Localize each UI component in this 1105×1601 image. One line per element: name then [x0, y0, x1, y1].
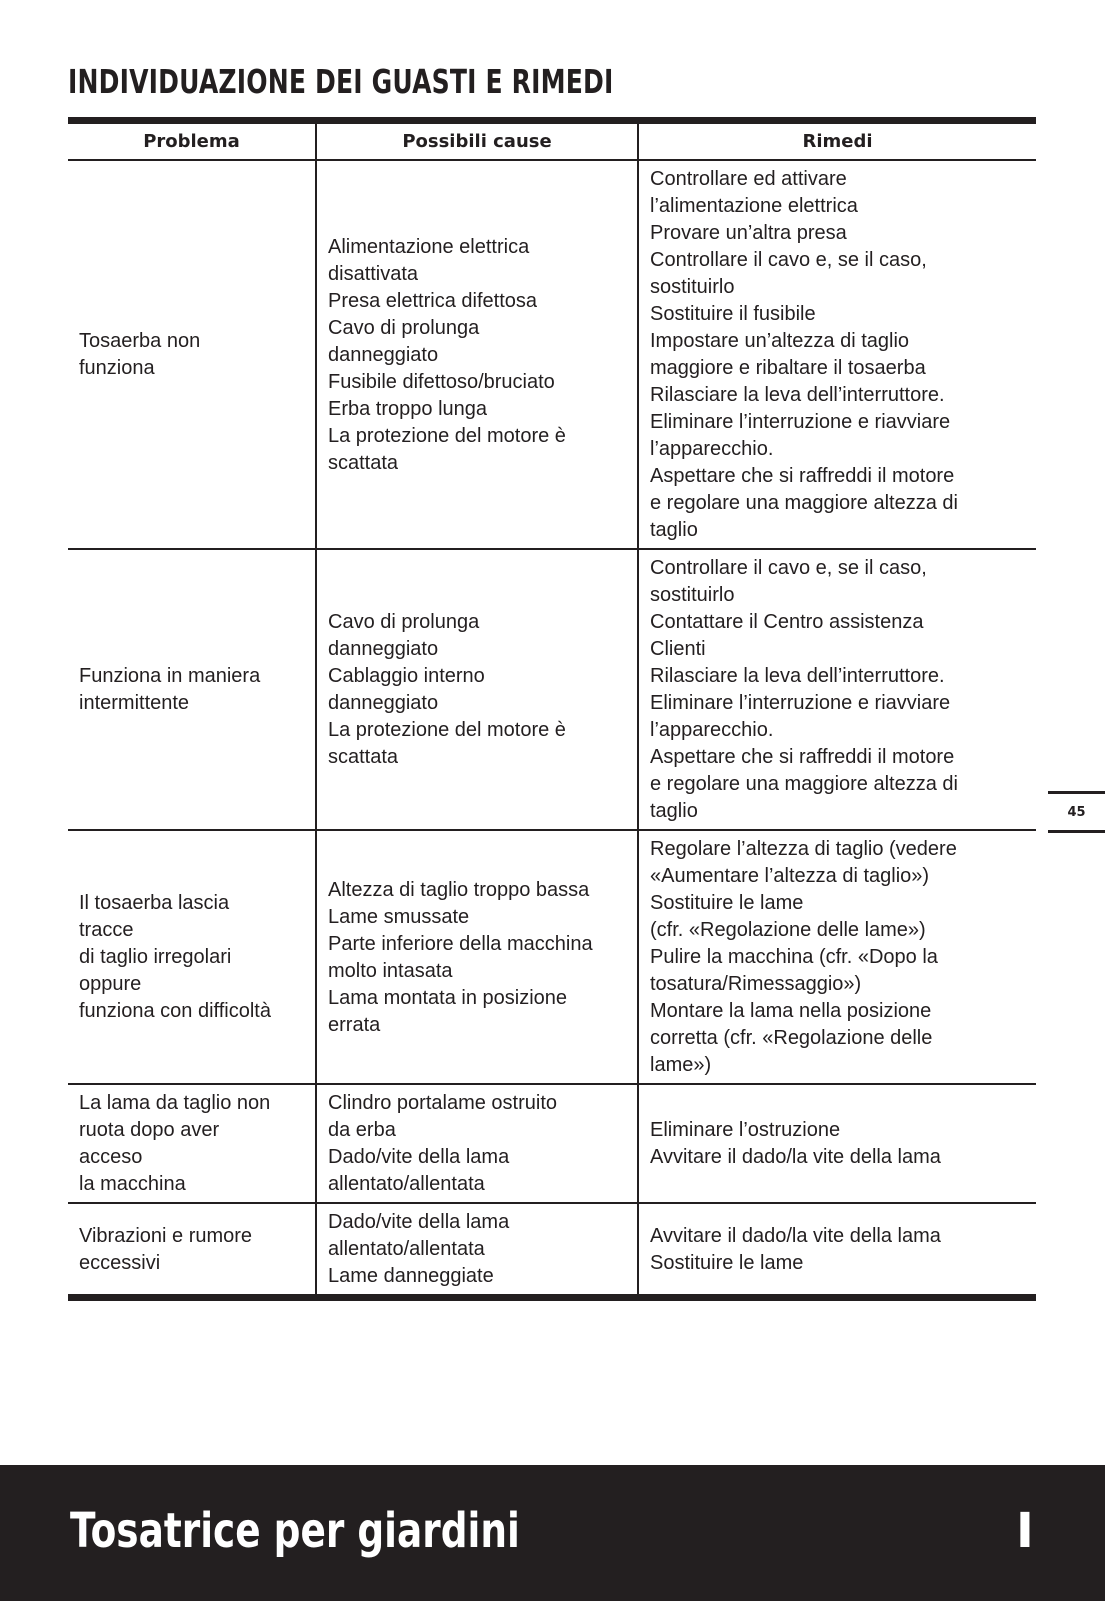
table-row — [68, 1084, 1036, 1203]
cell-text-line: l’alimentazione elettrica — [650, 195, 858, 217]
problem-cell — [68, 830, 316, 1084]
cell-text-line: La protezione del motore è — [328, 719, 566, 741]
table-row — [68, 160, 1036, 549]
cell-text-line: lame») — [650, 1054, 712, 1076]
causes-cell — [316, 549, 638, 830]
cell-text-line: La lama da taglio non — [79, 1092, 271, 1114]
cell-text-line: Eliminare l’ostruzione — [650, 1119, 841, 1141]
cell-text-line: ruota dopo aver — [79, 1119, 220, 1141]
problem-cell — [68, 1203, 316, 1294]
cell-text-line: Funziona in maniera — [79, 665, 261, 687]
cell-text-line: l’apparecchio. — [650, 719, 774, 741]
cell-text-line: funziona con difficoltà — [79, 1000, 271, 1022]
cell-text-line: Contattare il Centro assistenza — [650, 611, 924, 633]
cell-text-line: Controllare il cavo e, se il caso, — [650, 249, 927, 271]
cell-text-line: scattata — [328, 451, 399, 474]
cell-text-line: molto intasata — [328, 959, 453, 982]
cell-text-line: Presa elettrica difettosa — [328, 289, 537, 312]
cell-text-line: danneggiato — [328, 638, 439, 660]
causes-cell — [316, 830, 638, 1084]
table-row — [68, 549, 1036, 830]
cell-text-line: oppure — [79, 973, 142, 995]
cell-text-line: sostituirlo — [650, 584, 735, 606]
cell-text-line: danneggiato — [328, 692, 439, 714]
cell-text-line: Controllare il cavo e, se il caso, — [650, 557, 927, 579]
footer-title: Tosatrice per giardini — [70, 1503, 520, 1559]
cell-text-line: di taglio irregolari — [79, 946, 232, 968]
cell-text-line: Impostare un’altezza di taglio — [650, 330, 910, 352]
cell-text-line: Provare un’altra presa — [650, 222, 847, 244]
cell-text-line: Eliminare l’interruzione e riavviare — [650, 411, 951, 433]
cell-text-line: Fusibile difettoso/bruciato — [328, 370, 555, 393]
cell-text-line: l’apparecchio. — [650, 438, 774, 460]
problem-cell — [68, 549, 316, 830]
cell-text-line: Erba troppo lunga — [328, 397, 488, 420]
causes-cell — [316, 1203, 638, 1294]
cell-text-line: tracce — [79, 919, 134, 941]
cell-text-line: Alimentazione elettrica — [328, 235, 530, 258]
table-header-row — [68, 124, 1036, 160]
cell-text-line: eccessivi — [79, 1251, 161, 1274]
causes-cell — [316, 1084, 638, 1203]
remedies-cell — [638, 830, 1036, 1084]
cell-text-line: Controllare ed attivare — [650, 168, 847, 190]
remedies-cell — [638, 160, 1036, 549]
cell-text-line: Regolare l’altezza di taglio (vedere — [650, 838, 957, 860]
remedies-cell — [638, 1084, 1036, 1203]
problem-cell — [68, 160, 316, 549]
cell-text-line: Rilasciare la leva dell’interruttore. — [650, 384, 945, 406]
cell-text-line: maggiore e ribaltare il tosaerba — [650, 357, 926, 379]
cell-text-line: Aspettare che si raffreddi il motore — [650, 746, 955, 768]
column-header-remedies: Rimedi — [638, 124, 1036, 160]
troubleshooting-table — [68, 124, 1036, 1294]
cell-text-line: Vibrazioni e rumore — [79, 1224, 253, 1247]
cell-text-line: Lame danneggiate — [328, 1265, 494, 1287]
cell-text-line: Clindro portalame ostruito — [328, 1092, 557, 1114]
cell-text-line: Cavo di prolunga — [328, 611, 480, 633]
cell-text-line: Aspettare che si raffreddi il motore — [650, 465, 955, 487]
troubleshooting-table-frame — [68, 117, 1036, 1301]
cell-text-line: taglio — [650, 800, 698, 822]
table-row — [68, 830, 1036, 1084]
cell-text-line: la macchina — [79, 1173, 186, 1195]
column-header-problem: Problema — [68, 124, 316, 160]
page-number-tab — [1048, 791, 1105, 833]
cell-text-line: taglio — [650, 519, 698, 541]
cell-text-line: Sostituire le lame — [650, 892, 804, 914]
cell-text-line: da erba — [328, 1119, 396, 1141]
language-marker: I — [1016, 1503, 1034, 1559]
cell-text-line: Eliminare l’interruzione e riavviare — [650, 692, 951, 714]
cell-text-line: Sostituire il fusibile — [650, 303, 816, 325]
problem-cell — [68, 1084, 316, 1203]
cell-text-line: Dado/vite della lama — [328, 1211, 510, 1233]
cell-text-line: Lame smussate — [328, 905, 470, 928]
cell-text-line: scattata — [328, 746, 399, 768]
table-row — [68, 1203, 1036, 1294]
cell-text-line: intermittente — [79, 692, 190, 714]
cell-text-line: e regolare una maggiore altezza di — [650, 773, 958, 795]
cell-text-line: sostituirlo — [650, 276, 735, 298]
cell-text-line: e regolare una maggiore altezza di — [650, 492, 958, 514]
column-header-causes: Possibili cause — [316, 124, 638, 160]
cell-text-line: Cablaggio interno — [328, 665, 485, 687]
cell-text-line: Tosaerba non — [79, 330, 201, 352]
table-body — [68, 160, 1036, 1294]
cell-text-line: Altezza di taglio troppo bassa — [328, 878, 590, 901]
cell-text-line: allentato/allentata — [328, 1173, 485, 1195]
cell-text-line: Sostituire le lame — [650, 1251, 804, 1274]
cell-text-line: errata — [328, 1013, 381, 1036]
cell-text-line: (cfr. «Regolazione delle lame») — [650, 919, 926, 941]
cell-text-line: Avvitare il dado/la vite della lama — [650, 1224, 941, 1247]
cell-text-line: allentato/allentata — [328, 1238, 485, 1260]
cell-text-line: Cavo di prolunga — [328, 316, 480, 339]
cell-text-line: Clienti — [650, 638, 706, 660]
page-number: 45 — [1067, 804, 1086, 820]
cell-text-line: Lama montata in posizione — [328, 986, 568, 1009]
cell-text-line: tosatura/Rimessaggio») — [650, 973, 862, 995]
remedies-cell — [638, 1203, 1036, 1294]
page-title: INDIVIDUAZIONE DEI GUASTI E RIMEDI — [68, 62, 614, 101]
remedies-cell — [638, 549, 1036, 830]
cell-text-line: Parte inferiore della macchina — [328, 932, 593, 955]
cell-text-line: Dado/vite della lama — [328, 1146, 510, 1168]
cell-text-line: Rilasciare la leva dell’interruttore. — [650, 665, 945, 687]
cell-text-line: Montare la lama nella posizione — [650, 1000, 932, 1022]
cell-text-line: corretta (cfr. «Regolazione delle — [650, 1027, 933, 1049]
cell-text-line: «Aumentare l’altezza di taglio») — [650, 865, 930, 887]
cell-text-line: La protezione del motore è — [328, 424, 566, 447]
cell-text-line: danneggiato — [328, 343, 439, 366]
causes-cell — [316, 160, 638, 549]
cell-text-line: acceso — [79, 1146, 143, 1168]
cell-text-line: funziona — [79, 357, 155, 379]
cell-text-line: Il tosaerba lascia — [79, 892, 230, 914]
cell-text-line: disattivata — [328, 262, 419, 285]
cell-text-line: Avvitare il dado/la vite della lama — [650, 1146, 941, 1168]
cell-text-line: Pulire la macchina (cfr. «Dopo la — [650, 946, 938, 968]
